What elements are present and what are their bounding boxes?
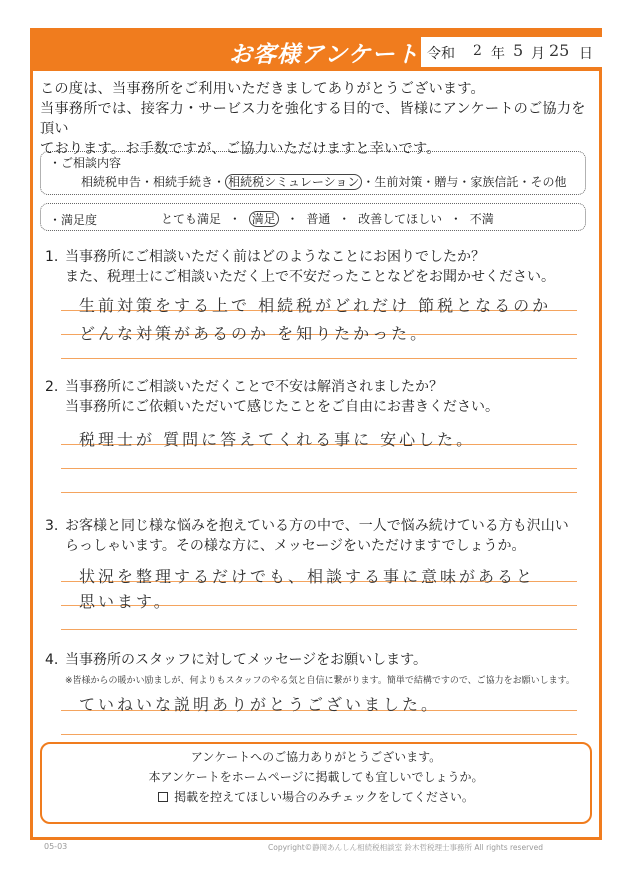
separator: ・ <box>362 175 375 189</box>
satisfaction-label: ・満足度 <box>49 213 98 227</box>
consultation-box <box>40 151 586 195</box>
question-4-note: ※皆様からの暖かい励ましが、何よりもスタッフのやる気と自信に繋がります。簡単で結構ですので、ご協力をお願いします。 <box>65 676 575 686</box>
intro-text <box>40 79 596 159</box>
form-code: 05-03 <box>44 842 68 851</box>
intro-line-3: ております。お手数ですが、ご協力いただけますと幸いです。 <box>40 141 441 157</box>
question-number: 1. <box>45 249 59 265</box>
option-family-trust[interactable]: 家族信託 <box>470 175 519 189</box>
publish-opt-out-checkbox[interactable] <box>158 792 168 802</box>
separator: ・ <box>286 212 299 226</box>
question-number: 2. <box>45 379 59 395</box>
question-4 <box>45 650 585 670</box>
answer-3-line-1: 状況を整理するだけでも、相談する事に意味があると <box>79 567 536 586</box>
question-2 <box>45 377 585 417</box>
separator: ・ <box>449 212 462 226</box>
date-day-value: 25 <box>549 41 570 60</box>
question-text: 当事務所にご相談いただく前はどのようなことにお困りでしたか？ <box>65 249 485 265</box>
date-field <box>421 37 617 67</box>
option-inheritance-procedures[interactable]: 相続手続き <box>153 175 214 189</box>
answer-2-line-1: 税理士が 質問に答えてくれる事に 安心した。 <box>79 430 476 449</box>
consultation-label: ・ご相談内容 <box>49 156 122 170</box>
question-text-2: らっしゃいます。その様な方に、メッセージをいただけますでしょうか。 <box>65 538 526 554</box>
thanks-line-1: アンケートへのご協力ありがとうございます。 <box>190 750 442 764</box>
answer-line[interactable] <box>61 469 577 493</box>
question-text: お客様と同じ様な悩みを抱えている方の中で、一人で悩み続けている方も沢山い <box>65 518 569 534</box>
question-text-2: 当事務所にご依頼いただいて感じたことをご自由にお書きください。 <box>65 399 499 415</box>
header-bar <box>33 31 599 71</box>
option-very-satisfied[interactable]: とても満足 <box>161 212 222 226</box>
separator: ・ <box>228 212 241 226</box>
option-neutral[interactable]: 普通 <box>306 212 331 226</box>
question-1 <box>45 247 585 287</box>
satisfaction-options <box>161 210 498 227</box>
intro-line-1: この度は、当事務所をご利用いただきましてありがとうございます。 <box>40 81 485 97</box>
date-year-unit: 年 <box>491 46 505 62</box>
answer-4-line-1: ていねいな説明ありがとうございました。 <box>79 695 441 714</box>
option-other[interactable]: その他 <box>530 175 567 189</box>
question-text: 当事務所にご相談いただくことで不安は解消されましたか？ <box>65 379 443 395</box>
satisfaction-box <box>40 203 586 231</box>
consultation-options <box>81 173 566 190</box>
option-pre-death-planning[interactable]: 生前対策 <box>374 175 423 189</box>
separator: ・ <box>458 175 471 189</box>
survey-frame <box>30 28 602 840</box>
question-number: 4. <box>45 652 59 668</box>
option-dissatisfied[interactable]: 不満 <box>469 212 494 226</box>
answer-1-line-1: 生前対策をする上で 相続税がどれだけ 節税となるのか <box>79 296 552 315</box>
date-year-value: 2 <box>473 43 482 59</box>
checkbox-label: 掲載を控えてほしい場合のみチェックをしてください。 <box>174 790 474 804</box>
date-month-unit: 月 <box>531 46 545 62</box>
option-needs-improvement[interactable]: 改善してほしい <box>358 212 443 226</box>
question-text-2: また、税理士にご相談いただく上で不安だったことなどをお聞かせください。 <box>65 269 555 285</box>
separator: ・ <box>518 175 531 189</box>
page-title: お客様アンケート <box>229 42 420 68</box>
option-gift[interactable]: 贈与 <box>434 175 459 189</box>
separator: ・ <box>338 212 351 226</box>
intro-line-2: 当事務所では、接客力・サービス力を強化する目的で、皆様にアンケートのご協力を頂い <box>40 101 586 137</box>
option-inheritance-tax-filing[interactable]: 相続税申告 <box>81 175 142 189</box>
answer-line <box>61 735 577 737</box>
copyright-text: Copyright©静岡あんしん相続税相談室 鈴木哲税理士事務所 All rights reserved <box>268 843 543 852</box>
option-tax-simulation-selected[interactable]: 相続税シミュレーション <box>225 174 362 190</box>
date-era: 令和 <box>427 46 455 62</box>
date-month-value: 5 <box>513 41 524 60</box>
answer-3-line-2: 思います。 <box>79 592 173 611</box>
separator: ・ <box>213 175 226 189</box>
question-text: 当事務所のスタッフに対してメッセージをお願いします。 <box>65 652 428 668</box>
question-number: 3. <box>45 518 59 534</box>
question-3 <box>45 516 585 556</box>
separator: ・ <box>141 175 154 189</box>
date-day-unit: 日 <box>579 46 593 62</box>
thanks-box <box>40 742 592 824</box>
thanks-line-2: 本アンケートをホームページに掲載しても宜しいでしょうか。 <box>148 770 484 784</box>
option-satisfied-selected[interactable]: 満足 <box>249 211 279 227</box>
publish-consent-row <box>42 787 590 807</box>
answer-1-line-2: どんな対策があるのか を知りたかった。 <box>79 324 430 343</box>
separator: ・ <box>422 175 435 189</box>
